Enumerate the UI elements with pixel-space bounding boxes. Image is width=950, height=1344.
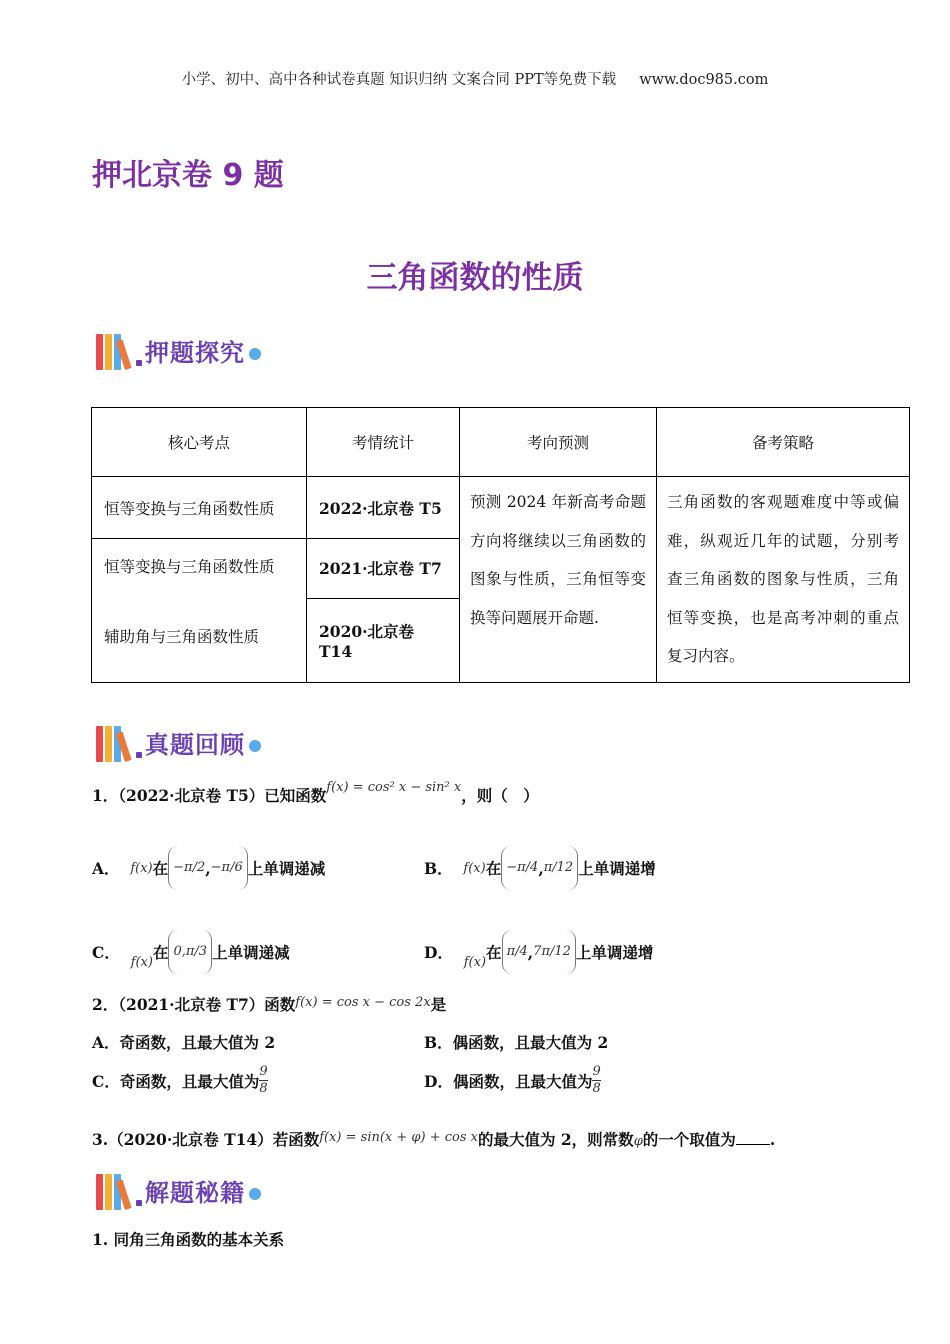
table-cell-topic: 恒等变换与三角函数性质: [92, 477, 307, 539]
formula: f(x) = cos x − cos 2x: [295, 995, 431, 1010]
option-b: B． f(x) 在 −π/4 , π/12 上单调递增: [424, 846, 656, 890]
books-icon: [96, 330, 134, 370]
page-title: 押北京卷 9 题: [92, 158, 284, 193]
table-cell-topic-group: [92, 539, 307, 683]
section-header-3: [96, 1166, 261, 1214]
section-title: 真题回顾: [145, 730, 245, 759]
exam-analysis-table: [91, 407, 910, 683]
answer-blank: [736, 1130, 770, 1145]
table-header-cell: 核心考点: [92, 408, 307, 477]
question-2-stem: 2．（2021·北京卷 T7）函数$^{f(x) = cos x - cos 2x}$是: [92, 995, 447, 1014]
option-a: A． f(x) 在 −π/2 , −π/6 上单调递减: [92, 846, 325, 890]
books-icon: [96, 722, 134, 762]
dot-icon: [249, 740, 261, 752]
table-cell-strategy: 三角函数的客观题难度中等或偏难，纵观近几年的试题，分别考查三角函数的图象与性质，三角恒等变换，也是高考冲刺的重点复习内容。: [657, 477, 910, 683]
table-cell-stat: 2020·北京卷 T14: [307, 598, 460, 682]
table-cell-stat: 2022·北京卷 T5: [307, 477, 460, 539]
section-title: 解题秘籍: [145, 1178, 245, 1207]
formula: f(x) = sin(x + φ) + cos x: [319, 1130, 478, 1145]
page-header: 小学、初中、高中各种试卷真题 知识归纳 文案合同 PPT等免费下载 www.doc985.com: [181, 72, 769, 88]
option-d: D．偶函数，且最大值为 $\frac{9}{8}$: [424, 1064, 601, 1096]
table-cell-stat: 2021·北京卷 T7: [307, 539, 460, 599]
option-b: B．偶函数，且最大值为 2: [424, 1033, 609, 1052]
table-header-cell: 备考策略: [657, 408, 910, 477]
table-cell-topic: 辅助角与三角函数性质: [104, 628, 260, 646]
point-1-heading: 1. 同角三角函数的基本关系: [92, 1230, 285, 1249]
section-header-2: [96, 718, 261, 766]
dot-icon: [249, 348, 261, 360]
table-cell-prediction: 预测 2024 年新高考命题方向将继续以三角函数的图象与性质，三角恒等变换等问题展开命题.: [460, 477, 657, 683]
table-header-cell: 考情统计: [307, 408, 460, 477]
question-1-stem: 1．（2022·北京卷 T5）已知函数$^{f(x) = cos^2 x - sin^2 x}$，则（ ）: [92, 780, 539, 805]
table-cell-topic: 恒等变换与三角函数性质: [104, 558, 275, 576]
books-icon: [96, 1170, 134, 1210]
dot-icon: [249, 1188, 261, 1200]
formula: f(x) = cos² x − sin² x: [326, 780, 462, 795]
option-c: C． f(x) 在 0, π/3 上单调递减: [92, 930, 290, 974]
option-d: D． f(x) 在 π/4 , 7π/12 上单调递增: [424, 930, 653, 974]
option-a: A．奇函数，且最大值为 2: [92, 1033, 276, 1052]
page-subtitle: 三角函数的性质: [366, 260, 584, 296]
option-c: C．奇函数，且最大值为 $\frac{9}{8}$: [92, 1064, 268, 1096]
section-title: 押题探究: [145, 338, 245, 367]
section-header-1: [96, 326, 261, 374]
table-header-cell: 考向预测: [460, 408, 657, 477]
question-3-stem: 3.（2020·北京卷 T14）若函数$^{f(x) = sin(x + \varphi) + cos x}$的最大值为 2，则常数φ的一个取值为 .: [92, 1130, 776, 1149]
